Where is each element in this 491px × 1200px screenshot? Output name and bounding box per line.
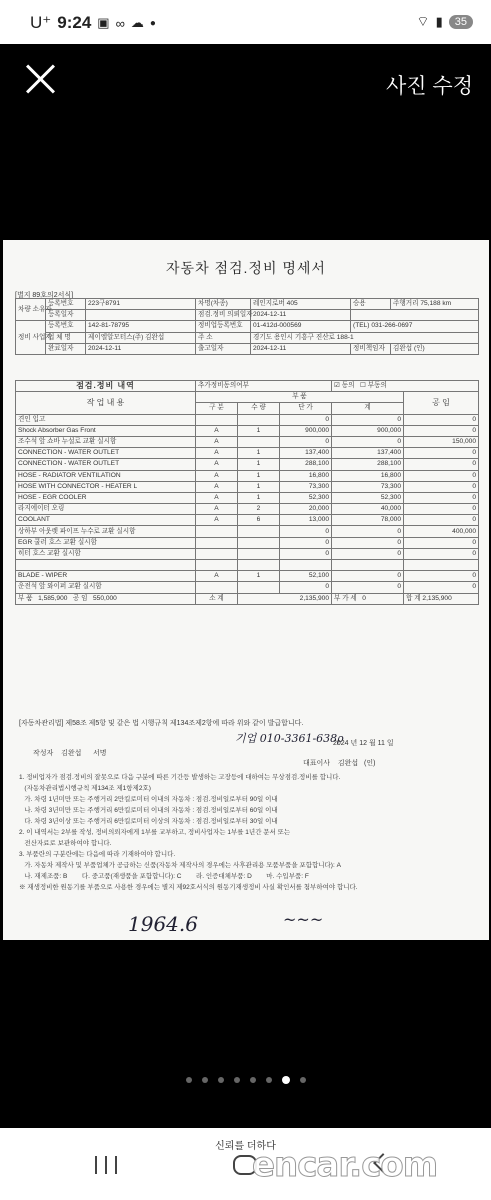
cell-div bbox=[196, 582, 238, 593]
cell-work: EGR 쿨러 호스 교환 실시함 bbox=[16, 537, 196, 548]
more-dot-icon: ● bbox=[149, 17, 156, 29]
pager-dot[interactable] bbox=[218, 1077, 224, 1083]
reg-date-label: 등록일자 bbox=[46, 310, 86, 321]
note-line: 나. 차령 3년미만 또는 주행거리 6만킬로미터 이내의 자동차 : 점검.정비일로부터 60일 이내 bbox=[19, 807, 278, 814]
note-line: 2. 이 내역서는 2부를 작성, 정비의뢰자에게 1부를 교부하고, 정비사업자는 1부를 1년간 문서 또는 bbox=[19, 829, 291, 836]
cell-qty: 1 bbox=[238, 571, 280, 582]
pager-dot[interactable] bbox=[202, 1077, 208, 1083]
div-col-header: 구 분 bbox=[196, 403, 238, 414]
table-row bbox=[16, 492, 479, 503]
note-line: 가. 차령 1년미만 또는 주행거리 2만킬로미터 이내의 자동차 : 점검.정비일로부터 90일 이내 bbox=[19, 796, 278, 803]
owner-label: 차량 소유자 bbox=[16, 299, 46, 321]
vehicle-type: 승용 bbox=[351, 299, 391, 310]
cell-qty: 1 bbox=[238, 481, 280, 492]
pager-dot[interactable] bbox=[234, 1077, 240, 1083]
request-date-label: 점검.정비 의뢰일자 bbox=[196, 310, 251, 321]
cell-sum bbox=[332, 560, 404, 571]
cell-labor: 0 bbox=[404, 492, 479, 503]
representative: 대표이사 김완섭 (인) bbox=[303, 760, 376, 767]
cell-unit: 73,300 bbox=[280, 481, 332, 492]
cell-unit: 137,400 bbox=[280, 448, 332, 459]
company: 제이엘알모터스(주) 김완섭 bbox=[86, 332, 196, 343]
cell-div: A bbox=[196, 436, 238, 447]
table-row bbox=[16, 414, 479, 425]
note-line: 가. 자동차 제작사 및 부품업체가 공급하는 신품(자동차 제작사의 경우에는 사후관리용 모품부품을 포함합니다): A bbox=[19, 862, 341, 869]
cell-sum: 0 bbox=[332, 414, 404, 425]
cell-div: A bbox=[196, 470, 238, 481]
cell-qty: 2 bbox=[238, 504, 280, 515]
cell-work: 라지에이터 오링 bbox=[16, 504, 196, 515]
shop-reg: 01-412d-000569 bbox=[251, 321, 351, 332]
model: 레인지로버 405 bbox=[251, 299, 351, 310]
table-row bbox=[16, 548, 479, 559]
reg-no: 223구8791 bbox=[86, 299, 196, 310]
table-row bbox=[16, 436, 479, 447]
table-row bbox=[16, 448, 479, 459]
pager-dot-active[interactable] bbox=[282, 1076, 290, 1084]
cell-unit: 20,000 bbox=[280, 504, 332, 515]
cell-div: A bbox=[196, 425, 238, 436]
model-label: 차명(차종) bbox=[196, 299, 251, 310]
cell-qty: 1 bbox=[238, 492, 280, 503]
cell-unit bbox=[280, 560, 332, 571]
note-line: 다. 차령 3년이상 또는 주행거리 6만킬로미터 이상의 자동차 : 점검.정비일로부터 30일 이내 bbox=[19, 818, 278, 825]
cell-qty bbox=[238, 548, 280, 559]
cell-div bbox=[196, 560, 238, 571]
photo-pager[interactable] bbox=[0, 1077, 491, 1084]
table-row bbox=[16, 582, 479, 593]
parts-col-header: 부 품 bbox=[196, 392, 404, 403]
cell-qty bbox=[238, 560, 280, 571]
parts-total: 부 품 1,585,900 공 임 550,000 bbox=[16, 593, 196, 604]
cell-labor: 0 bbox=[404, 548, 479, 559]
document-title: 자동차 점검.정비 명세서 bbox=[166, 260, 326, 276]
voicemail-icon: ∞ bbox=[115, 15, 125, 31]
done-date: 2024-12-11 bbox=[86, 343, 196, 354]
table-row bbox=[16, 515, 479, 526]
close-icon[interactable] bbox=[24, 62, 58, 96]
pager-dot[interactable] bbox=[250, 1077, 256, 1083]
cell-labor: 0 bbox=[404, 537, 479, 548]
notes bbox=[19, 772, 479, 893]
cell-work: HOSE - EGR COOLER bbox=[16, 492, 196, 503]
cell-sum: 16,800 bbox=[332, 470, 404, 481]
cell-div bbox=[196, 548, 238, 559]
consent-label: 추가정비동의여부 bbox=[196, 381, 332, 392]
biz-no-label: 등록번호 bbox=[46, 321, 86, 332]
cell-labor: 0 bbox=[404, 425, 479, 436]
cell-unit: 0 bbox=[280, 537, 332, 548]
cell-labor: 0 bbox=[404, 481, 479, 492]
cell-unit: 13,000 bbox=[280, 515, 332, 526]
cell-sum: 78,000 bbox=[332, 515, 404, 526]
reg-no-label: 등록번호 bbox=[46, 299, 86, 310]
cell-work: 견인 입고 bbox=[16, 414, 196, 425]
document-photo bbox=[3, 240, 489, 940]
cell-work bbox=[16, 560, 196, 571]
cell-div: A bbox=[196, 459, 238, 470]
work-col-header: 작 업 내 용 bbox=[16, 392, 196, 414]
subtotal-label: 소 계 bbox=[196, 593, 238, 604]
cell-work: 조수석 앞 쇼바 누설로 교환 실시함 bbox=[16, 436, 196, 447]
cell-work: Shock Absorber Gas Front bbox=[16, 425, 196, 436]
note-line: ※ 재생정비한 원동기를 부품으로 사용한 경우에는 별지 제92호서식의 원동기재생정비 사실 확인서를 첨부하여야 합니다. bbox=[19, 884, 358, 891]
cell-labor: 400,000 bbox=[404, 526, 479, 537]
cell-sum: 0 bbox=[332, 582, 404, 593]
table-row bbox=[16, 526, 479, 537]
qty-col-header: 수 량 bbox=[238, 403, 280, 414]
table-row bbox=[16, 571, 479, 582]
cell-qty bbox=[238, 582, 280, 593]
cell-work: CONNECTION - WATER OUTLET bbox=[16, 448, 196, 459]
carrier-label: U⁺ bbox=[30, 13, 52, 32]
cell-div: A bbox=[196, 481, 238, 492]
issue-date: 2024 년 12 월 11 일 bbox=[333, 740, 394, 747]
cell-sum: 900,000 bbox=[332, 425, 404, 436]
sum-col-header: 계 bbox=[332, 403, 404, 414]
bottom-bar bbox=[0, 1128, 491, 1200]
cell-div bbox=[196, 526, 238, 537]
table-row bbox=[16, 470, 479, 481]
handwritten-number: 1964.6 bbox=[128, 912, 198, 936]
cell-labor: 0 bbox=[404, 504, 479, 515]
cell-labor: 0 bbox=[404, 459, 479, 470]
writer: 작성자 김완섭 서명 bbox=[33, 750, 107, 757]
cell-labor: 0 bbox=[404, 470, 479, 481]
cloud-icon: ☁ bbox=[130, 15, 144, 30]
cell-qty: 1 bbox=[238, 425, 280, 436]
company-label: 업 체 명 bbox=[46, 332, 86, 343]
cell-sum: 52,300 bbox=[332, 492, 404, 503]
request-date: 2024-12-11 bbox=[251, 310, 351, 321]
handwritten-signature: ~~~ bbox=[283, 910, 324, 929]
cell-sum: 73,300 bbox=[332, 481, 404, 492]
signal-icon: ▮ bbox=[435, 14, 443, 29]
cell-labor: 150,000 bbox=[404, 436, 479, 447]
consent-options: ☑ 동의 ☐ 부동의 bbox=[332, 381, 479, 392]
cell-labor bbox=[404, 560, 479, 571]
table-row bbox=[16, 537, 479, 548]
cell-div bbox=[196, 537, 238, 548]
clock: 9:24 bbox=[57, 13, 92, 32]
battery-badge: 35 bbox=[449, 15, 473, 29]
handwritten-phone: 기업 010-3361-638ρ bbox=[235, 732, 344, 745]
subtotal: 2,135,900 bbox=[238, 593, 332, 604]
labor-col-header: 공 임 bbox=[404, 392, 479, 414]
cell-qty bbox=[238, 537, 280, 548]
cell-sum: 0 bbox=[332, 526, 404, 537]
cell-qty bbox=[238, 414, 280, 425]
top-bar bbox=[0, 44, 491, 124]
watermark: encar.com bbox=[252, 1145, 438, 1185]
table-row bbox=[16, 504, 479, 515]
address: 경기도 용인시 기흥구 진산로 188-1 bbox=[251, 332, 479, 343]
section-title: 점검.정비 내역 bbox=[16, 381, 196, 392]
manager-label: 정비책임자 bbox=[351, 343, 391, 354]
out-date-label: 출고일자 bbox=[196, 343, 251, 354]
address-label: 주 소 bbox=[196, 332, 251, 343]
table-row bbox=[16, 481, 479, 492]
cell-work: HOSE WITH CONNECTOR - HEATER L bbox=[16, 481, 196, 492]
pager-dot[interactable] bbox=[266, 1077, 272, 1083]
cell-unit: 52,100 bbox=[280, 571, 332, 582]
cell-unit: 0 bbox=[280, 548, 332, 559]
biz-no: 142-81-78795 bbox=[86, 321, 196, 332]
cell-sum: 0 bbox=[332, 537, 404, 548]
cell-work: 히터 호스 교환 실시함 bbox=[16, 548, 196, 559]
note-line: 전산자료로 보관하여야 합니다. bbox=[19, 840, 112, 847]
cell-sum: 0 bbox=[332, 548, 404, 559]
status-bar bbox=[0, 0, 491, 44]
cell-unit: 0 bbox=[280, 436, 332, 447]
shop-reg-label: 정비업등록번호 bbox=[196, 321, 251, 332]
cell-labor: 0 bbox=[404, 571, 479, 582]
shop-tel: (TEL) 031-266-0697 bbox=[351, 321, 479, 332]
cell-labor: 0 bbox=[404, 414, 479, 425]
cell-work: CONNECTION - WATER OUTLET bbox=[16, 459, 196, 470]
cell-unit: 900,000 bbox=[280, 425, 332, 436]
wifi-icon: ⌔ bbox=[416, 13, 430, 29]
unit-col-header: 단 가 bbox=[280, 403, 332, 414]
cell-sum: 0 bbox=[332, 436, 404, 447]
cell-qty: 1 bbox=[238, 470, 280, 481]
pager-dot[interactable] bbox=[186, 1077, 192, 1083]
cell-work: BLADE - WIPER bbox=[16, 571, 196, 582]
cell-sum: 288,100 bbox=[332, 459, 404, 470]
cell-div: A bbox=[196, 448, 238, 459]
cell-div: A bbox=[196, 515, 238, 526]
form-number: [별지 89호의2서식] bbox=[15, 292, 74, 299]
table-row bbox=[16, 425, 479, 436]
cell-unit: 0 bbox=[280, 414, 332, 425]
manager: 김완섭 (인) bbox=[391, 343, 479, 354]
trust-label: 신뢰를 더하다 bbox=[215, 1141, 276, 1152]
cell-sum: 137,400 bbox=[332, 448, 404, 459]
vat: 부 가 세 0 bbox=[332, 593, 404, 604]
cell-work: 운전석 앞 와이퍼 교환 실시함 bbox=[16, 582, 196, 593]
edit-photo-button[interactable]: 사진 수정 bbox=[386, 75, 473, 98]
cell-work: HOSE - RADIATOR VENTILATION bbox=[16, 470, 196, 481]
header-table bbox=[15, 298, 479, 355]
cell-unit: 288,100 bbox=[280, 459, 332, 470]
cell-labor: 0 bbox=[404, 448, 479, 459]
cell-div: A bbox=[196, 571, 238, 582]
cell-div: A bbox=[196, 492, 238, 503]
cell-qty: 1 bbox=[238, 448, 280, 459]
grand-total: 합 계 2,135,900 bbox=[404, 593, 479, 604]
cell-div bbox=[196, 414, 238, 425]
done-date-label: 완료일자 bbox=[46, 343, 86, 354]
cell-qty: 6 bbox=[238, 515, 280, 526]
note-line: (자동차관리법시행규칙 제134조 제1항제2호) bbox=[19, 785, 151, 792]
table-row bbox=[16, 459, 479, 470]
note-line: 1. 정비업자가 점검.정비의 잘못으로 다음 구분에 따른 기간등 발생하는 고장등에 대하여는 무상점검.정비를 합니다. bbox=[19, 774, 341, 781]
mileage: 주행거리 75,188 km bbox=[391, 299, 479, 310]
cell-div: A bbox=[196, 504, 238, 515]
cell-unit: 0 bbox=[280, 582, 332, 593]
law-note: [자동차관리법] 제58조 제5항 및 같은 법 시행규칙 제134조제2항에 따라 위와 같이 발급합니다. bbox=[19, 720, 304, 727]
cell-qty bbox=[238, 526, 280, 537]
cell-unit: 0 bbox=[280, 526, 332, 537]
cell-unit: 52,300 bbox=[280, 492, 332, 503]
cell-qty: 1 bbox=[238, 459, 280, 470]
items-table bbox=[15, 380, 479, 605]
cell-unit: 16,800 bbox=[280, 470, 332, 481]
gallery-icon: ▣ bbox=[97, 15, 110, 30]
cell-work: 상하부 아웃렛 파이프 누수로 교환 실시함 bbox=[16, 526, 196, 537]
cell-qty bbox=[238, 436, 280, 447]
cell-labor: 0 bbox=[404, 515, 479, 526]
note-line: 나. 재제조품: B 다. 중고품(재생품을 포함합니다): C 라. 인증대체부품: D 마. 수입부품: F bbox=[19, 873, 309, 880]
table-row bbox=[16, 560, 479, 571]
cell-sum: 0 bbox=[332, 571, 404, 582]
recent-apps-icon[interactable] bbox=[95, 1156, 117, 1174]
note-line: 3. 부품란의 구분란에는 다음에 따라 기재하여야 합니다. bbox=[19, 851, 176, 858]
out-date: 2024-12-11 bbox=[251, 343, 351, 354]
cell-labor: 0 bbox=[404, 582, 479, 593]
shop-label: 정비 사업자 bbox=[16, 321, 46, 355]
pager-dot[interactable] bbox=[300, 1077, 306, 1083]
cell-sum: 40,000 bbox=[332, 504, 404, 515]
cell-work: COOLANT bbox=[16, 515, 196, 526]
